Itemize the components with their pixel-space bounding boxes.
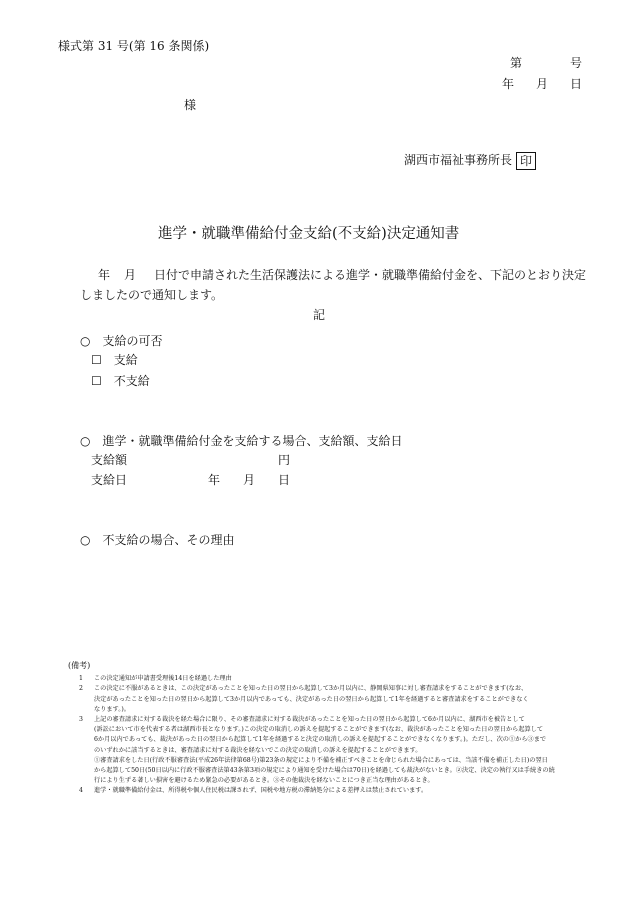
remark-item — [68, 715, 568, 725]
remark-continuation: なります。)。 — [94, 705, 130, 713]
intro-text: 日付で申請された生活保護法による進学・就職準備給付金を、下記のとおり決定 — [154, 268, 587, 282]
document-number-suffix: 号 — [570, 56, 583, 70]
remark-number: 4 — [79, 787, 83, 795]
remark-continuation: から起算して50日(50日以内に行政不服審査法第43条第3項の規定により通知を受けた場合は70日)を経過しても裁決がないとき。②決定、決定の執行又は手続きの続 — [94, 767, 555, 775]
remarks-heading: (備考) — [68, 661, 91, 670]
payment-date-label: 支給日 — [91, 473, 128, 487]
remark-text: この決定に不服があるときは、この決定があったことを知った日の翌日から起算して3か月以内に、静岡県知事に対し審査請求をすることができます(なお、 — [94, 685, 528, 693]
remark-number: 2 — [79, 685, 83, 693]
intro-month: 月 — [124, 268, 137, 282]
remark-continuation: 6か月以内であっても、裁決があった日の翌日から起算して1年を経過すると決定の取消しの訴えを提起することができなくなります。)。ただし、次の①から③まで — [94, 736, 547, 744]
intro-year: 年 — [98, 268, 111, 282]
document-title: 進学・就職準備給付金支給(不支給)決定通知書 — [158, 226, 460, 242]
remark-text: 上記の審査請求に対する裁決を経た場合に限り、その審査請求に対する裁決があったことを知った日の翌日から起算して6か月以内に、湖西市を被告として — [94, 716, 525, 724]
intro-text-line2: しましたので通知します。 — [80, 288, 224, 302]
payment-date-year: 年 — [208, 473, 221, 487]
document-number-prefix: 第 — [510, 56, 523, 70]
option-nopay-checkbox[interactable]: ☐ 不支給 — [91, 374, 150, 388]
issue-date-year: 年 — [502, 77, 515, 91]
remark-item — [68, 684, 568, 694]
remark-continuation: 行により生ずる著しい損害を避けるため緊急の必要があるとき。③その他裁決を経ないことにつき正当な理由があるとき。 — [94, 777, 434, 785]
issue-date-day: 日 — [570, 77, 583, 91]
remark-continuation: ①審査請求をした日(行政不服審査法(平成26年法律第68号)第23条の規定により不備を補正すべきことを命じられた場合にあっては、当該不備を補正した日)の翌日 — [94, 756, 548, 764]
amount-label: 支給額 — [91, 453, 128, 467]
section-reason-heading: ○ 不支給の場合、その理由 — [80, 533, 235, 547]
payment-date-day: 日 — [278, 473, 291, 487]
remark-item — [68, 786, 568, 796]
remarks-section — [68, 661, 568, 797]
addressee-suffix: 様 — [184, 98, 197, 112]
seal-mark: 印 — [516, 152, 536, 170]
remark-text: この決定通知が申請書受理後14日を経過した理由 — [94, 675, 232, 683]
remark-continuation: (訴訟において市を代表する者は湖西市長となります。)この決定の取消しの訴えを提起することができます(なお、裁決があったことを知った日の翌日から起算して — [94, 726, 544, 734]
remark-number: 3 — [79, 716, 83, 724]
ki-label: 記 — [313, 308, 326, 322]
remark-continuation: 決定があったことを知った日の翌日から起算して3か月以内であっても、決定があった日の翌日から起算して1年を経過すると審査請求をすることができなく — [94, 695, 529, 703]
payment-date-month: 月 — [243, 473, 256, 487]
remark-item — [68, 674, 568, 684]
issuer-name: 湖西市福祉事務所長 — [404, 153, 513, 167]
option-pay-checkbox[interactable]: ☐ 支給 — [91, 353, 138, 367]
section-approval-heading: ○ 支給の可否 — [80, 334, 163, 348]
issue-date-month: 月 — [536, 77, 549, 91]
amount-unit: 円 — [278, 453, 291, 467]
remark-text: 進学・就職準備給付金は、所得税や個人住民税は課されず、国税や地方税の滞納処分による差押えは禁止されています。 — [94, 787, 428, 795]
issuer-line — [404, 151, 536, 170]
remark-number: 1 — [79, 675, 83, 683]
remark-continuation: のいずれかに該当するときは、審査請求に対する裁決を経ないでこの決定の取消しの訴えを提起することができます。 — [94, 746, 422, 754]
form-number-label: 様式第 31 号(第 16 条関係) — [58, 39, 210, 53]
section-amount-heading: ○ 進学・就職準備給付金を支給する場合、支給額、支給日 — [80, 434, 403, 448]
